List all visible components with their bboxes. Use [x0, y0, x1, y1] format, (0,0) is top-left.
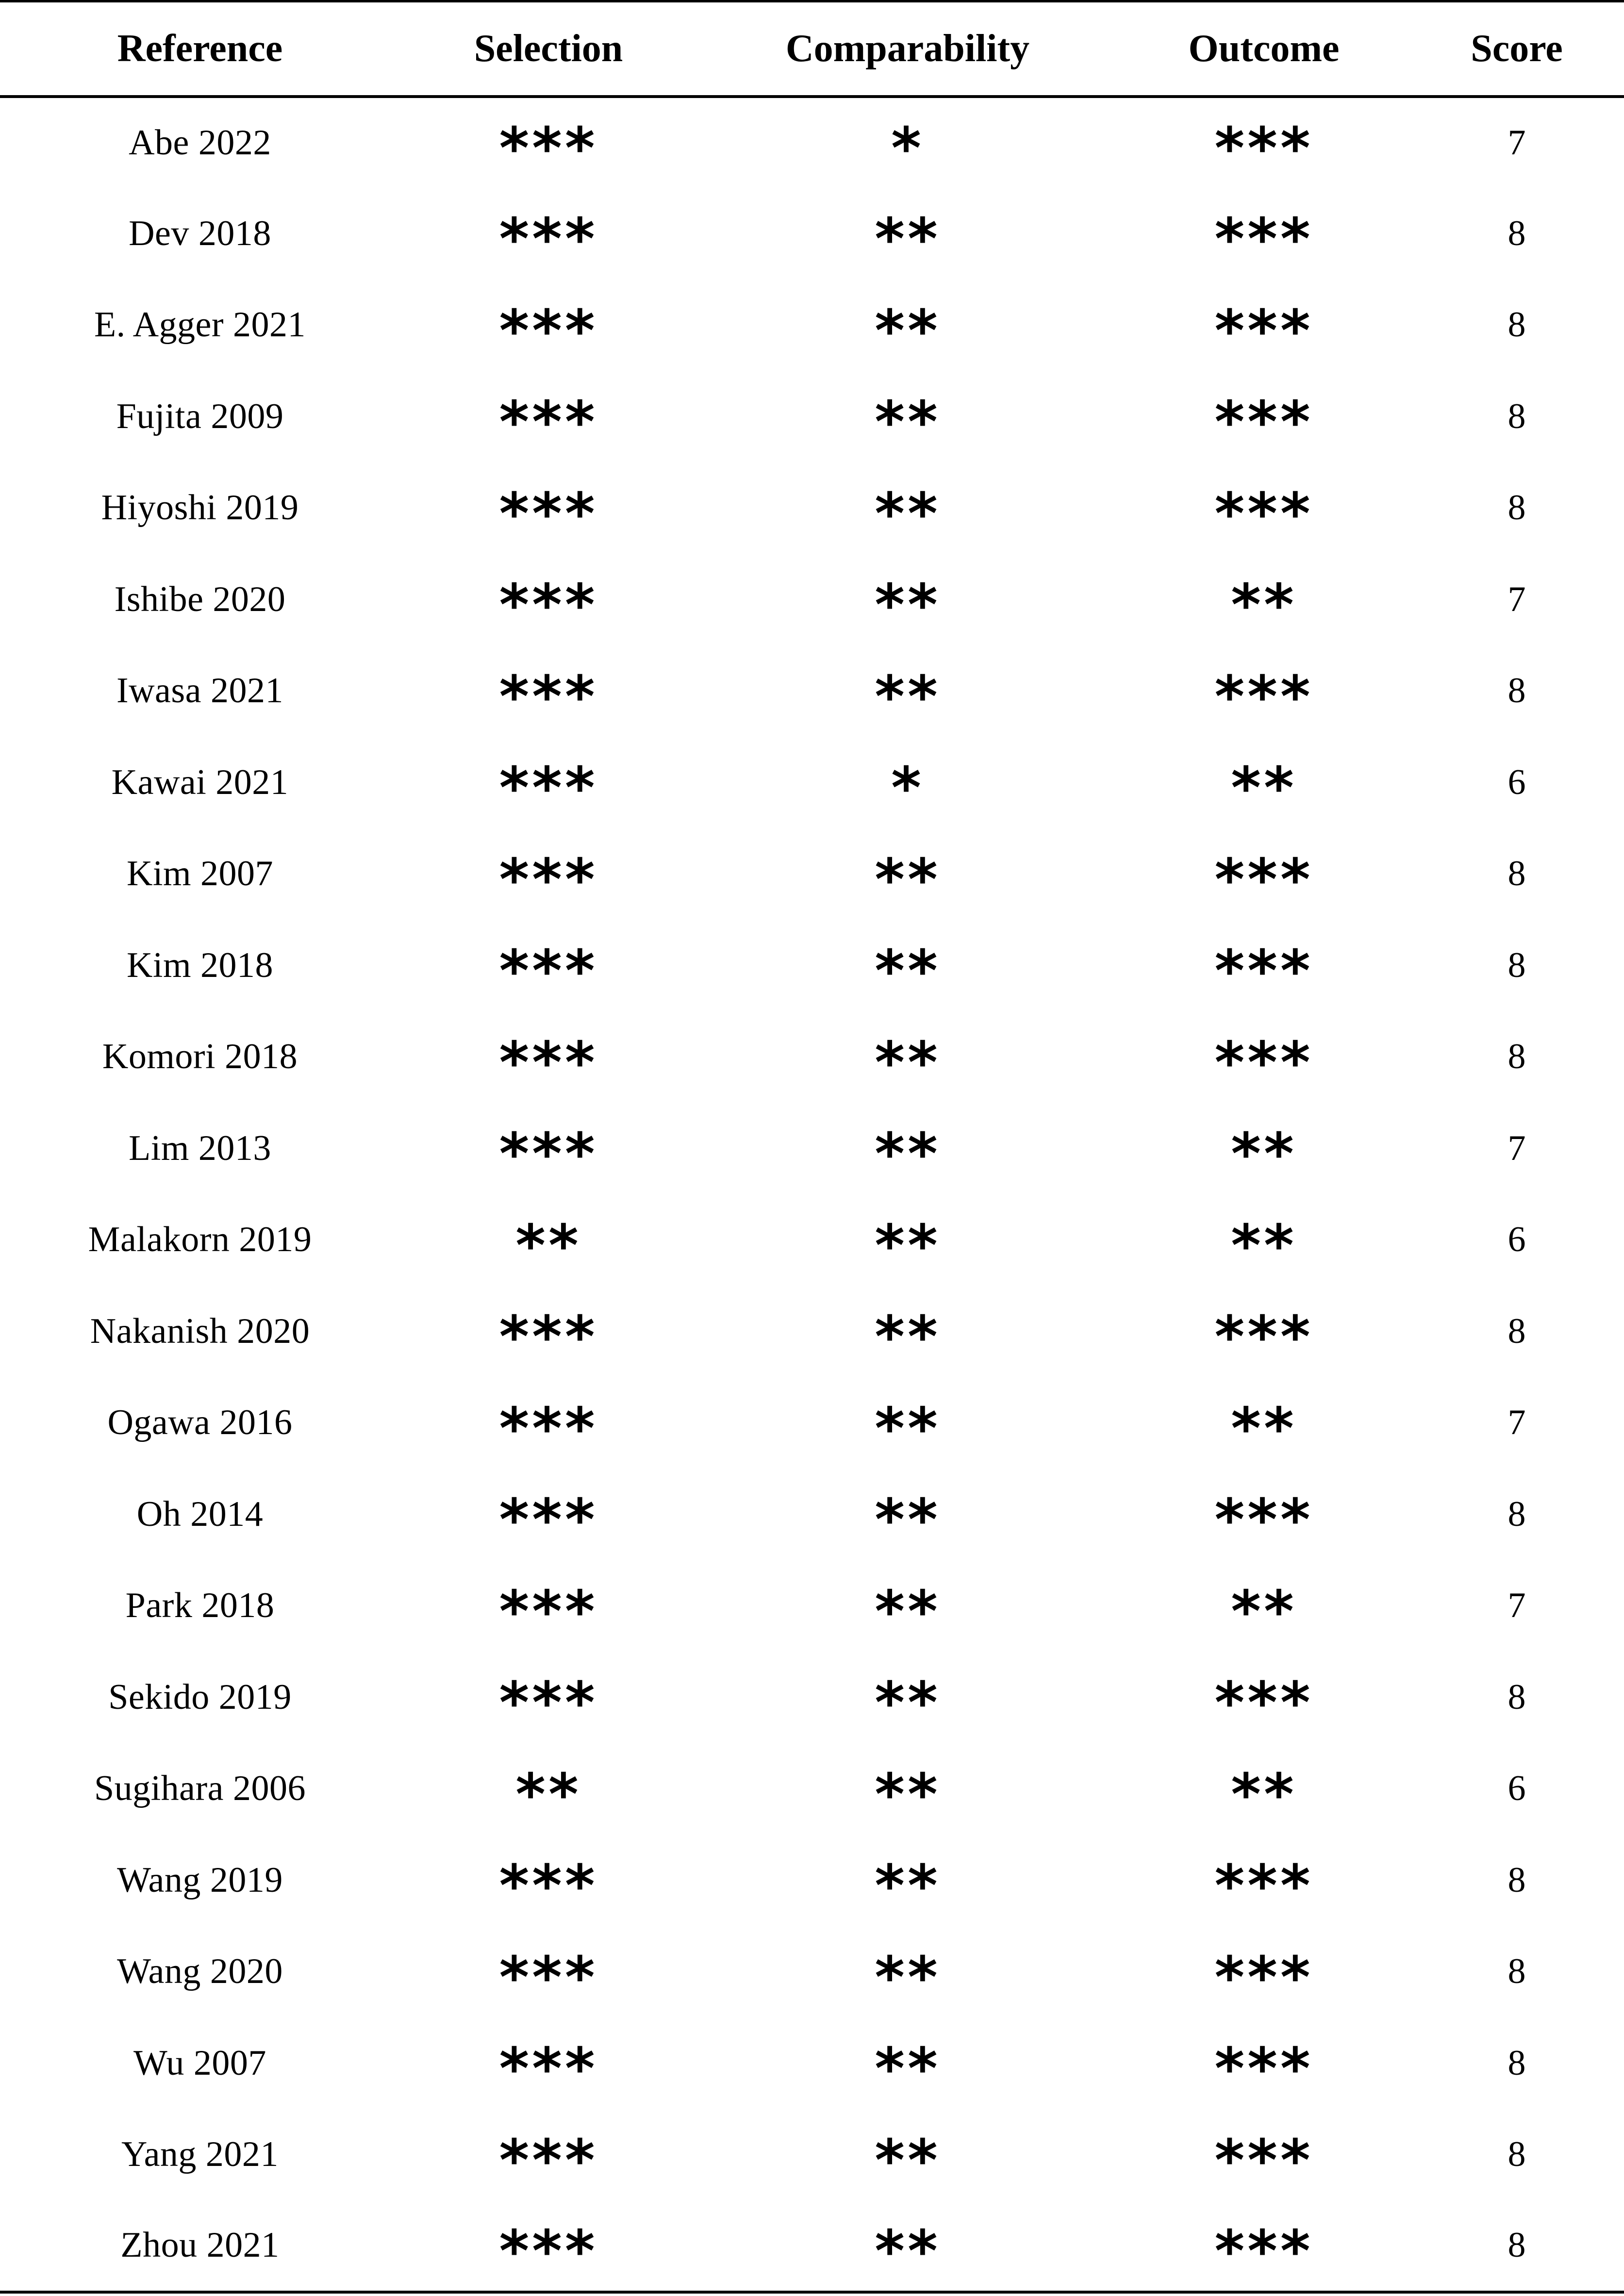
cell-selection-stars: ***	[499, 2126, 598, 2194]
table-row	[0, 920, 1624, 1011]
cell-outcome-stars: ***	[1214, 2035, 1313, 2102]
cell-comparability-stars: *	[891, 115, 924, 182]
cell-reference: Park 2018	[125, 1586, 275, 1626]
cell-comparability-stars: **	[875, 1852, 941, 1919]
cell-selection-stars: ***	[499, 1303, 598, 1371]
table-row	[0, 828, 1624, 920]
header-score: Score	[1409, 1, 1624, 97]
cell-comparability-stars: **	[875, 662, 941, 730]
cell-comparability-stars: *	[891, 754, 924, 822]
cell-reference: Wang 2020	[117, 1951, 283, 1992]
table-header	[0, 1, 1624, 97]
table-row	[0, 1560, 1624, 1652]
cell-reference: Ishibe 2020	[114, 579, 286, 619]
cell-selection-stars: ***	[499, 388, 598, 456]
table-row	[0, 1926, 1624, 2018]
cell-comparability-stars: **	[875, 1760, 941, 1828]
table-row	[0, 1103, 1624, 1194]
cell-comparability-stars: **	[875, 205, 941, 273]
table-row	[0, 737, 1624, 828]
cell-comparability-stars: **	[875, 297, 941, 364]
cell-outcome-stars: **	[1231, 1577, 1297, 1645]
cell-score: 8	[1508, 2134, 1526, 2175]
cell-comparability-stars: **	[875, 937, 941, 1005]
table-row	[0, 1834, 1624, 1926]
table-row	[0, 1743, 1624, 1835]
cell-reference: Wu 2007	[133, 2043, 266, 2083]
cell-reference: Sekido 2019	[108, 1677, 292, 1717]
cell-reference: Fujita 2009	[116, 396, 284, 436]
cell-selection-stars: ***	[499, 1486, 598, 1553]
table-row	[0, 2017, 1624, 2109]
cell-reference: Yang 2021	[121, 2134, 279, 2175]
table-row	[0, 280, 1624, 371]
header-reference: Reference	[0, 1, 400, 97]
cell-reference: Kawai 2021	[111, 762, 289, 802]
cell-comparability-stars: **	[875, 1028, 941, 1096]
cell-comparability-stars: **	[875, 1211, 941, 1279]
cell-selection-stars: ***	[499, 1028, 598, 1096]
cell-outcome-stars: ***	[1214, 297, 1313, 364]
cell-reference: Malakorn 2019	[88, 1220, 312, 1260]
table-row	[0, 2200, 1624, 2292]
cell-selection-stars: ***	[499, 1120, 598, 1188]
table-body	[0, 97, 1624, 2292]
cell-score: 7	[1508, 122, 1526, 163]
cell-score: 8	[1508, 213, 1526, 253]
table-row	[0, 1286, 1624, 1377]
header-selection: Selection	[400, 1, 697, 97]
cell-outcome-stars: **	[1231, 571, 1297, 639]
cell-reference: Nakanish 2020	[90, 1311, 310, 1351]
cell-selection-stars: ***	[499, 1394, 598, 1462]
cell-reference: Dev 2018	[129, 213, 271, 253]
cell-score: 8	[1508, 396, 1526, 436]
cell-score: 8	[1508, 2043, 1526, 2083]
cell-score: 8	[1508, 854, 1526, 894]
cell-score: 8	[1508, 488, 1526, 528]
cell-selection-stars: ***	[499, 845, 598, 913]
cell-outcome-stars: ***	[1214, 1852, 1313, 1919]
cell-selection-stars: **	[515, 1211, 581, 1279]
cell-outcome-stars: ***	[1118, 2200, 1409, 2292]
table-row	[0, 1652, 1624, 1743]
cell-reference: Iwasa 2021	[116, 671, 284, 711]
cell-outcome-stars: ***	[1214, 1028, 1313, 1096]
cell-score: 8	[1508, 1494, 1526, 1534]
cell-outcome-stars: ***	[1214, 662, 1313, 730]
cell-outcome-stars: ***	[1214, 1669, 1313, 1736]
cell-score: 8	[1508, 1037, 1526, 1077]
cell-score: 6	[1508, 1220, 1526, 1260]
cell-selection-stars: ***	[499, 1852, 598, 1919]
cell-outcome-stars: ***	[1214, 115, 1313, 182]
cell-score: 8	[1508, 1677, 1526, 1717]
cell-outcome-stars: ***	[1214, 2126, 1313, 2194]
cell-outcome-stars: ***	[1214, 388, 1313, 456]
cell-score: 8	[1409, 2200, 1624, 2292]
cell-outcome-stars: ***	[1214, 1943, 1313, 2011]
cell-reference: Lim 2013	[129, 1128, 271, 1168]
cell-selection-stars: ***	[499, 479, 598, 547]
cell-comparability-stars: **	[875, 845, 941, 913]
cell-selection-stars: ***	[499, 297, 598, 364]
cell-reference: Ogawa 2016	[107, 1403, 293, 1443]
cell-score: 7	[1508, 1586, 1526, 1626]
table-row	[0, 188, 1624, 280]
table-row	[0, 1469, 1624, 1560]
table-row	[0, 1377, 1624, 1469]
table-row	[0, 2109, 1624, 2201]
cell-reference: Wang 2019	[117, 1860, 283, 1900]
cell-comparability-stars: **	[875, 479, 941, 547]
cell-comparability-stars: **	[875, 1486, 941, 1553]
cell-selection-stars: ***	[499, 754, 598, 822]
cell-score: 7	[1508, 1128, 1526, 1168]
cell-comparability-stars: **	[875, 1120, 941, 1188]
table-row	[0, 554, 1624, 645]
cell-reference: Oh 2014	[136, 1494, 264, 1534]
header-comparability: Comparability	[697, 1, 1118, 97]
cell-selection-stars: ***	[499, 1943, 598, 2011]
cell-reference: E. Agger 2021	[94, 305, 306, 345]
cell-reference: Sugihara 2006	[94, 1768, 306, 1809]
cell-reference: Kim 2007	[126, 854, 274, 894]
cell-selection-stars: **	[515, 1760, 581, 1828]
cell-outcome-stars: **	[1231, 1120, 1297, 1188]
cell-comparability-stars: **	[697, 2200, 1118, 2292]
cell-selection-stars: ***	[400, 2200, 697, 2292]
cell-reference: Hiyoshi 2019	[101, 488, 299, 528]
cell-comparability-stars: **	[875, 2035, 941, 2102]
cell-selection-stars: ***	[499, 571, 598, 639]
cell-outcome-stars: ***	[1214, 937, 1313, 1005]
cell-outcome-stars: ***	[1214, 1303, 1313, 1371]
cell-outcome-stars: ***	[1214, 205, 1313, 273]
cell-selection-stars: ***	[499, 1577, 598, 1645]
cell-score: 8	[1508, 305, 1526, 345]
cell-reference: Komori 2018	[102, 1037, 298, 1077]
cell-reference: Kim 2018	[126, 945, 274, 985]
table-row	[0, 1194, 1624, 1286]
cell-outcome-stars: ***	[1214, 479, 1313, 547]
cell-reference: Abe 2022	[129, 122, 271, 163]
cell-score: 8	[1508, 1951, 1526, 1992]
cell-outcome-stars: **	[1231, 1760, 1297, 1828]
cell-score: 8	[1508, 671, 1526, 711]
cell-comparability-stars: **	[875, 1943, 941, 2011]
cell-selection-stars: ***	[499, 2035, 598, 2102]
cell-selection-stars: ***	[499, 205, 598, 273]
cell-score: 6	[1508, 762, 1526, 802]
table-row	[0, 463, 1624, 554]
table-row	[0, 1011, 1624, 1103]
cell-outcome-stars: **	[1231, 1394, 1297, 1462]
cell-comparability-stars: **	[875, 1303, 941, 1371]
table-row	[0, 645, 1624, 737]
table-row	[0, 97, 1624, 188]
cell-selection-stars: ***	[499, 662, 598, 730]
cell-outcome-stars: **	[1231, 754, 1297, 822]
cell-score: 7	[1508, 579, 1526, 619]
cell-comparability-stars: **	[875, 2126, 941, 2194]
cell-comparability-stars: **	[875, 1669, 941, 1736]
cell-comparability-stars: **	[875, 388, 941, 456]
cell-comparability-stars: **	[875, 571, 941, 639]
cell-comparability-stars: **	[875, 1394, 941, 1462]
cell-selection-stars: ***	[499, 1669, 598, 1736]
cell-score: 7	[1508, 1403, 1526, 1443]
cell-score: 6	[1508, 1768, 1526, 1809]
cell-score: 8	[1508, 1311, 1526, 1351]
header-outcome: Outcome	[1118, 1, 1409, 97]
header-row	[0, 1, 1624, 97]
cell-outcome-stars: **	[1231, 1211, 1297, 1279]
cell-comparability-stars: **	[875, 1577, 941, 1645]
table-row	[0, 371, 1624, 463]
cell-reference: Zhou 2021	[0, 2200, 400, 2292]
cell-selection-stars: ***	[499, 115, 598, 182]
cell-outcome-stars: ***	[1214, 845, 1313, 913]
cell-selection-stars: ***	[499, 937, 598, 1005]
cell-score: 8	[1508, 1860, 1526, 1900]
cell-outcome-stars: ***	[1214, 1486, 1313, 1553]
cell-score: 8	[1508, 945, 1526, 985]
